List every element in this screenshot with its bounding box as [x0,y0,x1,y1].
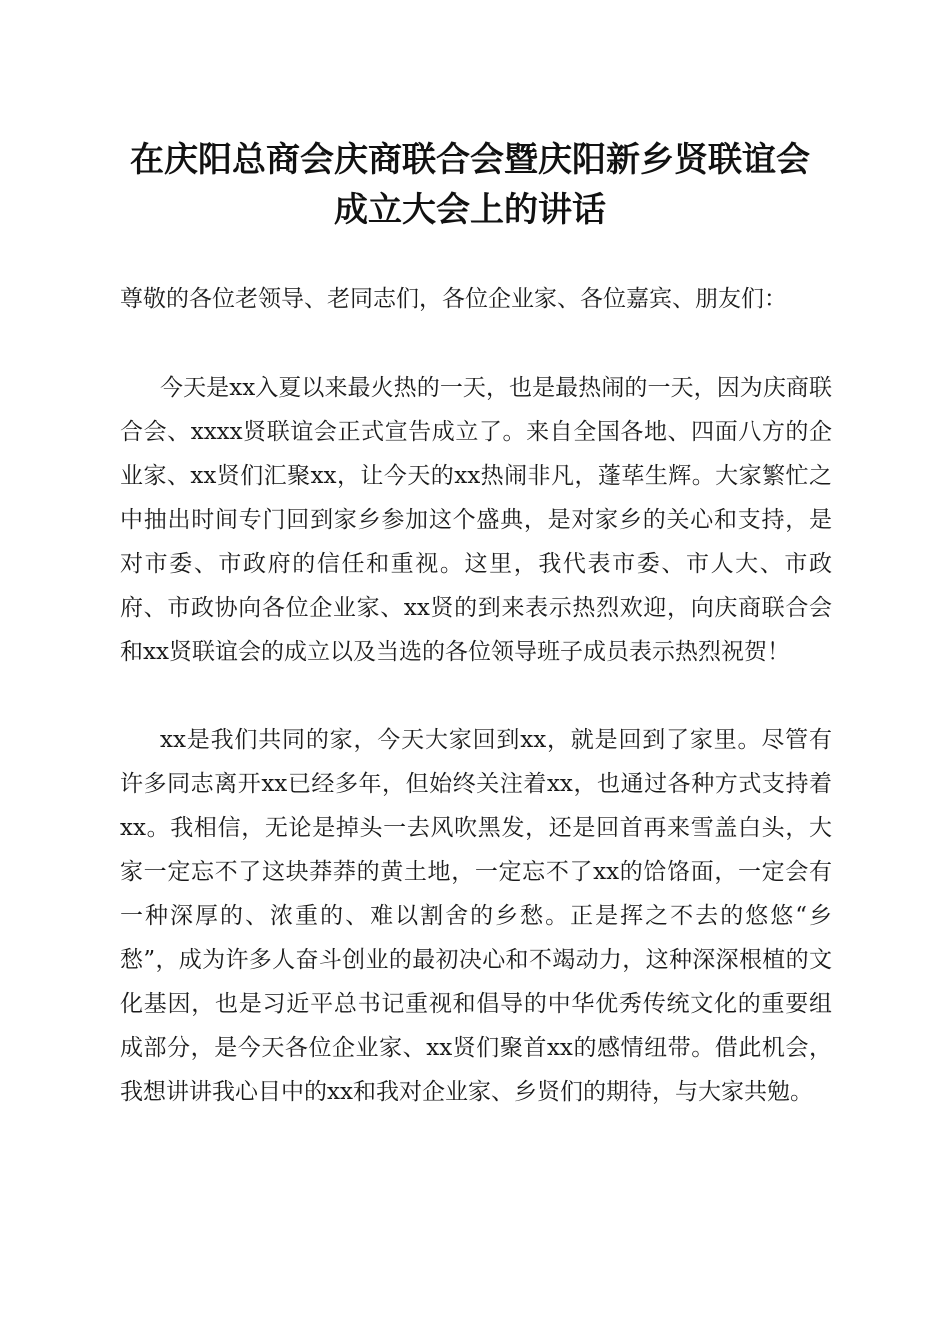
salutation: 尊敬的各位老领导、老同志们，各位企业家、各位嘉宾、朋友们： [120,286,787,312]
paragraph-2: xx是我们共同的家，今天大家回到xx，就是回到了家里。尽管有许多同志离开xx已经多年，但始终关注着xx，也通过各种方式支持着xx。我相信，无论是掉头一去风吹黑发，还是回首再来雪盖白头，大家一定忘不了这块莽莽的黄土地，一定忘不了xx的饸饹面，一定会有一种深厚的、浓重的、难以割舍的乡愁。正是挥之不去的悠悠“乡愁”，成为许多人奋斗创业的最初决心和不竭动力，这种深深根植的文化基因，也是习近平总书记重视和倡导的中华优秀传统文化的重要组成部分，是今天各位企业家、xx贤们聚首xx的感情纽带。借此机会，我想讲讲我心目中的xx和我对企业家、乡贤们的期待，与大家共勉。 [120,727,832,1105]
document-title-line-2: 成立大会上的讲话 [334,190,606,230]
paragraph-1: 今天是xx入夏以来最火热的一天，也是最热闹的一天，因为庆商联合会、xxxx贤联谊会正式宣告成立了。来自全国各地、四面八方的企业家、xx贤们汇聚xx，让今天的xx热闹非凡，蓬荜生辉。大家繁忙之中抽出时间专门回到家乡参加这个盛典，是对家乡的关心和支持，是对市委、市政府的信任和重视。这里，我代表市委、市人大、市政府、市政协向各位企业家、xx贤的到来表示热烈欢迎，向庆商联合会和xx贤联谊会的成立以及当选的各位领导班子成员表示热烈祝贺！ [120,375,832,665]
document-title-line-1: 在庆阳总商会庆商联合会暨庆阳新乡贤联谊会 [130,140,810,180]
